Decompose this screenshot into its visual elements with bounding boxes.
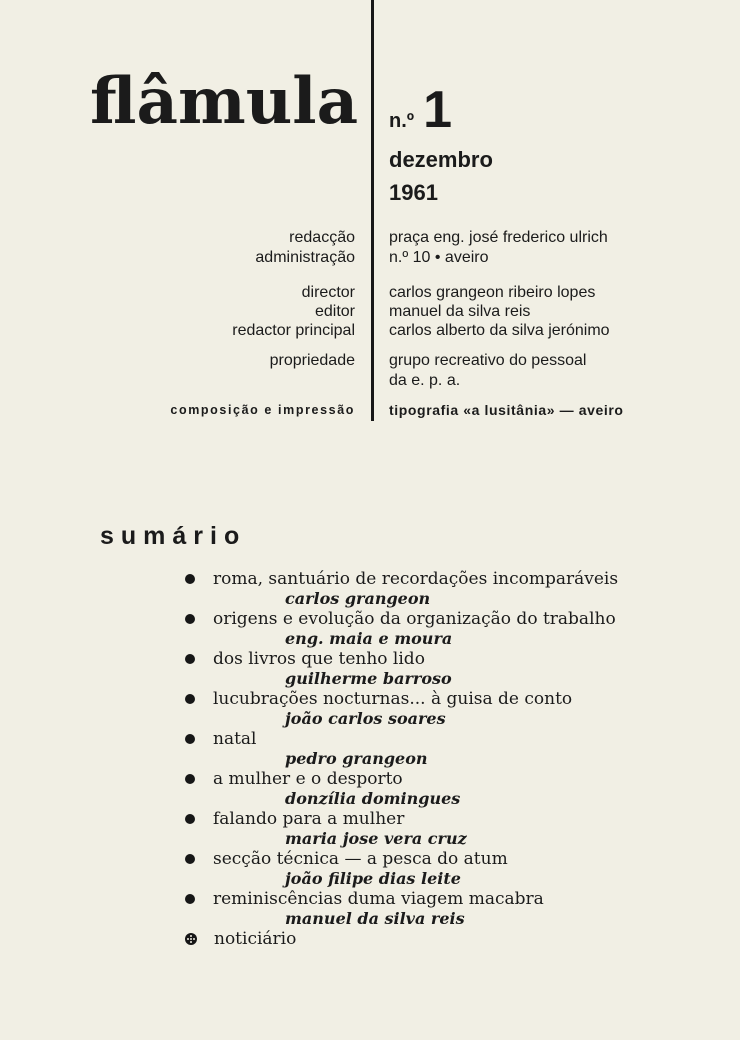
label-propriedade-wrap [40,351,355,371]
ornament-bullet-icon [185,933,197,945]
bullet-icon [185,734,195,744]
label-staff [40,283,355,340]
issue-number-label: n.º [389,110,415,132]
toc-item-author: donzília domingues [285,789,461,808]
toc-item-author: carlos grangeon [285,589,431,608]
toc-item-title: noticiário [214,929,297,949]
toc-item-title: dos livros que tenho lido [213,649,425,669]
toc-item [185,889,685,929]
toc-item-author: manuel da silva reis [285,909,465,928]
toc-item-title: natal [213,729,257,749]
magazine-title: flâmula [90,64,359,139]
toc-item-author: pedro grangeon [285,749,428,768]
toc-item-title: reminiscências duma viagem macabra [213,889,544,909]
address-line-1: praça eng. josé frederico ulrich [389,229,608,246]
toc-item-title: a mulher e o desporto [213,769,403,789]
toc-item [185,809,685,849]
toc-item-author: joão filipe dias leite [285,869,461,888]
label-director: director [301,284,355,301]
label-redaccao: redacção [289,229,355,246]
bullet-icon [185,814,195,824]
staff-names-block [389,283,719,340]
toc-item [185,849,685,889]
masthead-divider-rule [371,0,374,421]
summary-heading: sumário [100,522,247,550]
bullet-icon [185,854,195,864]
issue-month: dezembro [389,147,493,172]
address-block [389,228,719,268]
toc-item-author: guilherme barroso [285,669,452,688]
issue-block [389,81,452,139]
editor-name: manuel da silva reis [389,303,531,320]
toc-item-author: maria jose vera cruz [285,829,467,848]
toc-item-title: roma, santuário de recordações incomparáveis [213,569,619,589]
label-composicao-impressao: composição e impressão [170,403,355,417]
table-of-contents [185,569,685,949]
label-redactor-principal: redactor principal [232,322,355,339]
printer-block [389,400,719,420]
owner-line-1: grupo recreativo do pessoal [389,352,587,369]
toc-item [185,569,685,609]
bullet-icon [185,694,195,704]
label-editor: editor [314,303,355,320]
toc-item [185,609,685,649]
toc-item-title: lucubrações nocturnas... à guisa de conto [213,689,573,709]
label-composicao-wrap [40,400,355,420]
owner-block [389,351,719,391]
label-administracao: administração [255,249,355,266]
issue-number: 1 [423,81,452,139]
label-redaccao-administracao [40,228,355,268]
toc-item-title: origens e evolução da organização do trabalho [213,609,616,629]
director-name: carlos grangeon ribeiro lopes [389,284,596,301]
printer-name: tipografia «a lusitânia» — aveiro [389,402,624,418]
toc-item-author: eng. maia e moura [285,629,453,648]
toc-item [185,929,685,949]
bullet-icon [185,894,195,904]
bullet-icon [185,654,195,664]
toc-item-title: falando para a mulher [213,809,405,829]
toc-item [185,649,685,689]
toc-item [185,729,685,769]
toc-item [185,689,685,729]
toc-item-author: joão carlos soares [285,709,446,728]
bullet-icon [185,614,195,624]
redactor-name: carlos alberto da silva jerónimo [389,322,610,339]
owner-line-2: da e. p. a. [389,372,461,389]
bullet-icon [185,574,195,584]
address-line-2: n.º 10 • aveiro [389,249,489,266]
label-propriedade: propriedade [269,352,355,369]
issue-year: 1961 [389,180,438,205]
bullet-icon [185,774,195,784]
toc-item-title: secção técnica — a pesca do atum [213,849,508,869]
toc-item [185,769,685,809]
